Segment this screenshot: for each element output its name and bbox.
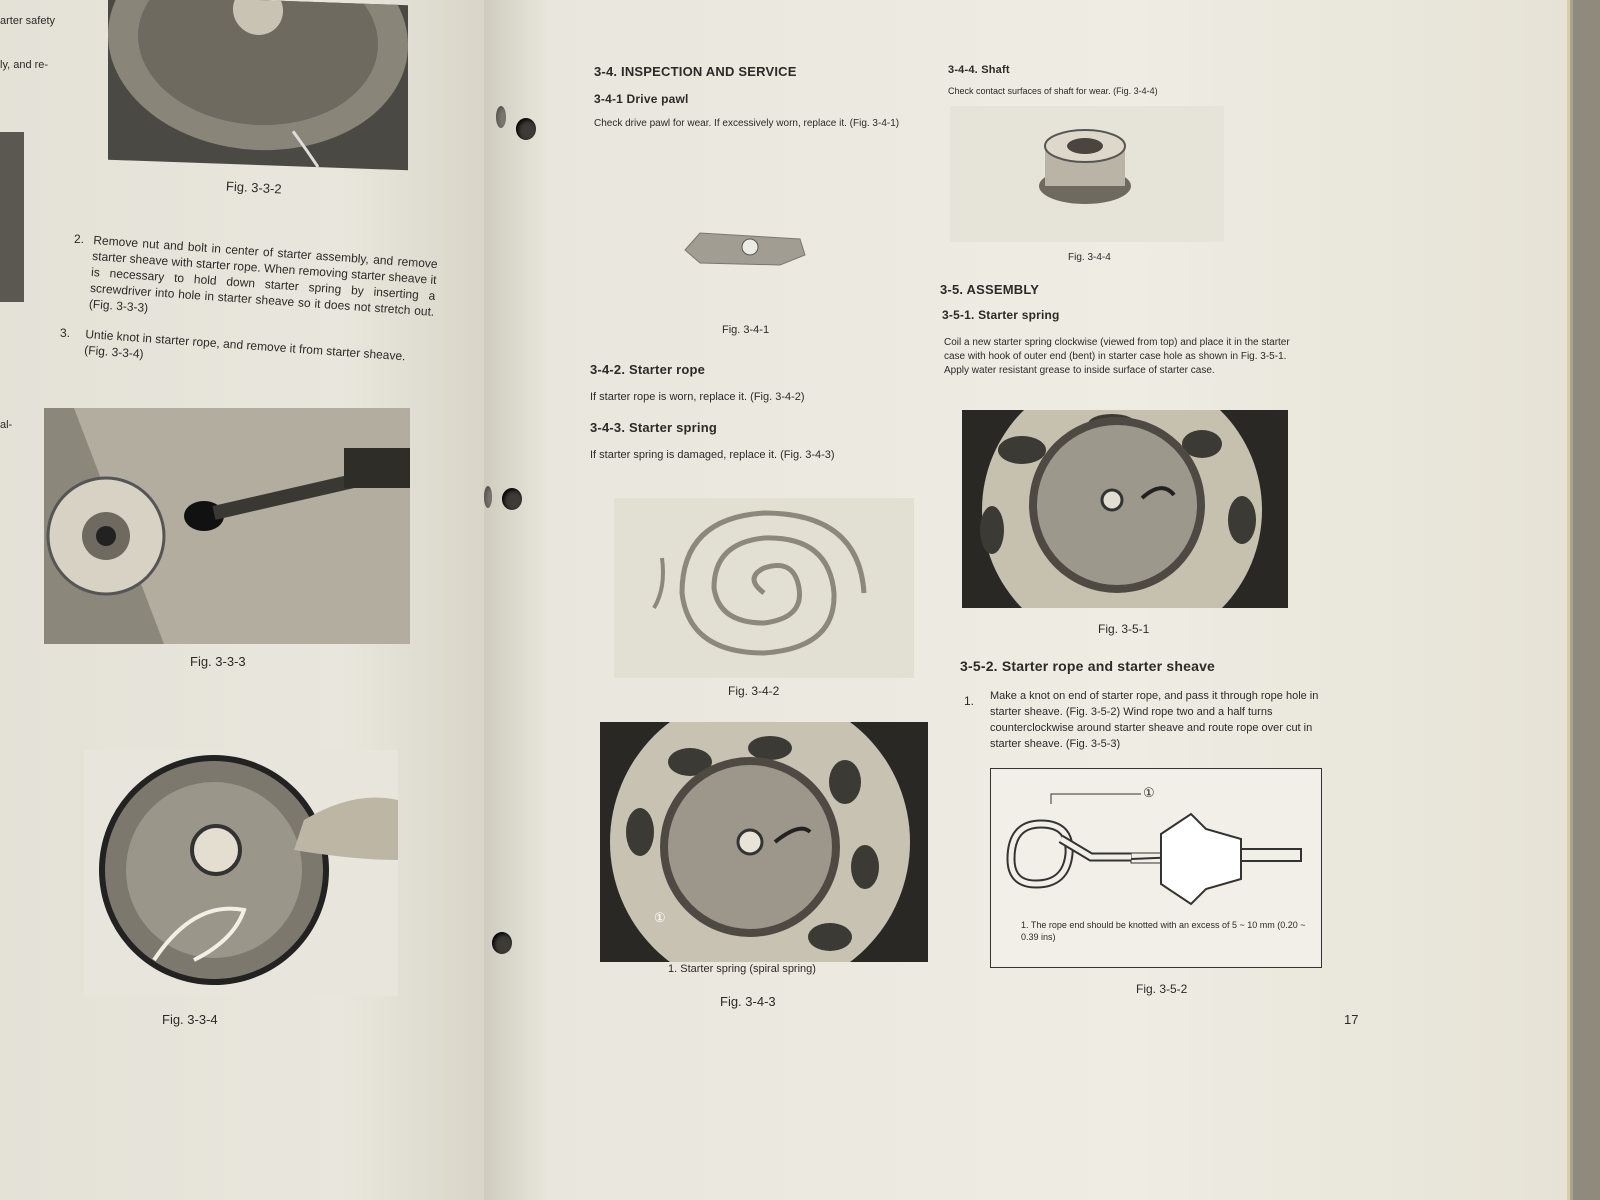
photo-fig-3-5-1 <box>962 410 1288 608</box>
figure-caption: Fig. 3-5-2 <box>1136 982 1188 996</box>
step-text: Untie knot in starter rope, and remove it from starter sheave. (Fig. 3-3-4) <box>83 326 406 364</box>
figure-caption: Fig. 3-3-2 <box>225 178 282 197</box>
right-page <box>484 0 1570 1200</box>
paragraph: Coil a new starter spring clockwise (viewed from top) and place it in the starter case with hook of outer end (bent) in starter case hole as shown in Fig. 3-5-1. Apply water resistant grease to inside surface of starter case. <box>944 337 1290 376</box>
binder-hole <box>502 488 522 510</box>
step-text: Remove nut and bolt in center of starter assembly, and remove starter sheave with starter rope. When removing starter sheave it is necessary to hold down starter spring by inserting a screwdriver into hole in starter sheave so it does not stretch out. (Fig. 3-3-3) <box>88 232 439 319</box>
drive-pawl-photo <box>680 225 810 275</box>
figure-caption: Fig. 3-4-3 <box>720 994 776 1009</box>
subsection-heading: 3-4-3. Starter spring <box>590 420 718 435</box>
figure-caption: Fig. 3-4-4 <box>1068 252 1111 263</box>
knot-diagram <box>990 768 1322 968</box>
figure-caption: Fig. 3-3-4 <box>162 1012 218 1027</box>
page-number: 17 <box>1344 1012 1359 1027</box>
diagram-note: 1. The rope end should be knotted with an excess of 5 ~ 10 mm (0.20 ~ 0.39 ins) <box>1021 920 1306 942</box>
binder-hole <box>516 118 536 140</box>
paragraph: Check contact surfaces of shaft for wear. (Fig. 3-4-4) <box>948 86 1158 96</box>
text-fragment: al- <box>0 419 13 431</box>
binder-hole <box>484 486 492 508</box>
step-number: 2. <box>74 232 85 246</box>
subsection-heading: 3-4-2. Starter rope <box>590 362 706 377</box>
binder-hole <box>496 106 506 128</box>
figure-caption: Fig. 3-5-1 <box>1098 622 1150 636</box>
photo-fig-3-4-3 <box>600 722 928 962</box>
photo-fig-3-4-4 <box>950 106 1224 242</box>
paragraph: If starter spring is damaged, replace it. (Fig. 3-4-3) <box>590 449 835 461</box>
figure-caption: Fig. 3-3-3 <box>190 654 246 669</box>
section-heading: 3-4. INSPECTION AND SERVICE <box>594 64 797 79</box>
paragraph: Check drive pawl for wear. If excessively worn, replace it. (Fig. 3-4-1) <box>594 118 900 129</box>
text-fragment: ly, and re- <box>0 59 49 71</box>
subsection-heading: 3-4-4. Shaft <box>948 64 1010 76</box>
step-text: Make a knot on end of starter rope, and pass it through rope hole in starter sheave. (Fig. 3-5-2) Wind rope two and a half turns counterclockwise around starter sheave and route rope over cut in starter sheave. (Fig. 3-5-3) <box>990 690 1319 750</box>
figure-caption: Fig. 3-4-2 <box>728 684 780 698</box>
callout-number: ① <box>1143 785 1155 800</box>
step-number: 3. <box>60 326 71 340</box>
callout-number: ① <box>654 910 666 925</box>
photo-edge <box>0 132 24 302</box>
subsection-heading: 3-5-2. Starter rope and starter sheave <box>960 658 1216 674</box>
left-page <box>0 0 488 1200</box>
starter-rope-photo <box>614 498 914 678</box>
text-fragment: arter safety <box>0 15 56 27</box>
desk-surface <box>1573 0 1600 1200</box>
subsection-heading: 3-5-1. Starter spring <box>942 308 1060 322</box>
section-heading: 3-5. ASSEMBLY <box>940 282 1040 297</box>
binder-hole <box>492 932 512 954</box>
photo-fig-3-3-3 <box>44 408 410 644</box>
paragraph: If starter rope is worn, replace it. (Fig. 3-4-2) <box>590 391 805 403</box>
subsection-heading: 3-4-1 Drive pawl <box>594 92 689 106</box>
figure-caption: Fig. 3-4-1 <box>722 324 770 336</box>
step-number: 1. <box>964 694 975 708</box>
photo-fig-3-3-2 <box>108 0 408 170</box>
photo-fig-3-3-4 <box>84 750 398 996</box>
figure-note: 1. Starter spring (spiral spring) <box>668 963 816 975</box>
